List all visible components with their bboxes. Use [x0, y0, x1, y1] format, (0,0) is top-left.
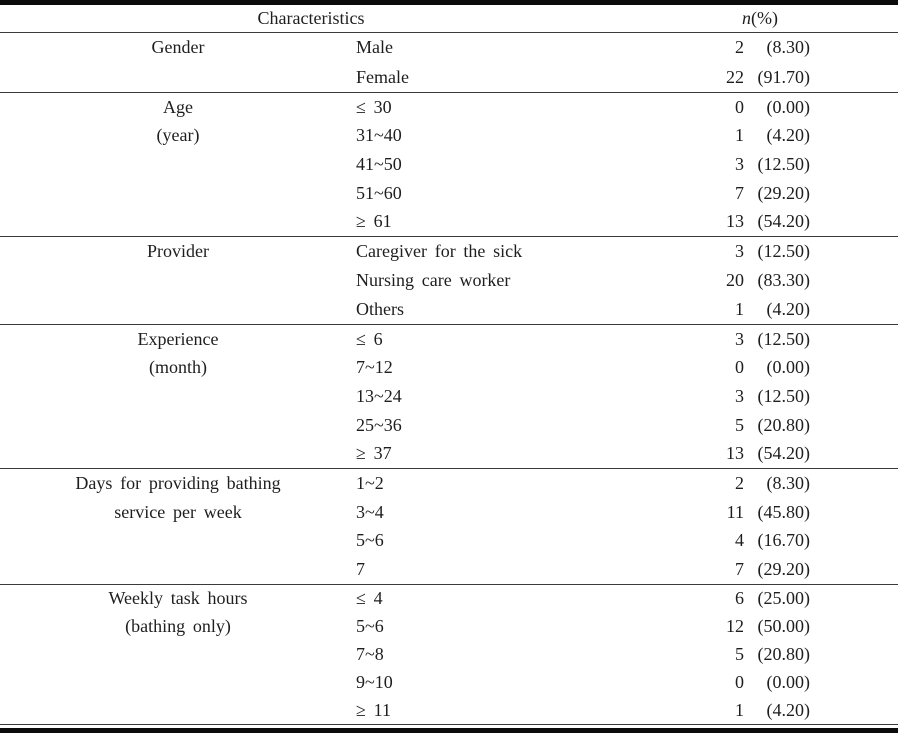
count-value: 1: [735, 125, 744, 146]
section-rows: [356, 33, 898, 92]
table-row: [356, 555, 898, 584]
category-label: Experience: [137, 328, 219, 349]
table-row: [356, 354, 898, 383]
subcategory-label: 41~50: [356, 153, 402, 174]
subcategory-label: 13~24: [356, 385, 402, 406]
category-cell: [0, 33, 356, 92]
count-value: 1: [735, 299, 744, 319]
column-header-n-pct: [622, 8, 898, 29]
subcategory-label: 5~6: [356, 530, 384, 551]
category-spacer: [0, 411, 356, 440]
n-pct-value: [704, 211, 810, 232]
n-pct-value: [704, 183, 810, 204]
count-value: 4: [735, 530, 744, 551]
n-pct-value: [704, 530, 810, 551]
percent-value: (4.20): [766, 699, 810, 720]
subcategory-label: Caregiver for the sick: [356, 241, 523, 261]
table-row: [356, 295, 898, 324]
section-age: [0, 93, 898, 237]
table-row: [356, 33, 898, 63]
category-cell: [0, 325, 356, 468]
percent-value: (0.00): [766, 357, 810, 378]
subcategory-label: 7~8: [356, 643, 384, 664]
section-weekly-hours: [0, 585, 898, 725]
category-label: Gender: [151, 37, 205, 58]
section-rows: [356, 93, 898, 236]
n-pct-value: [704, 329, 810, 350]
percent-value: (54.20): [757, 211, 810, 232]
percent-value: (83.30): [757, 270, 810, 290]
category-spacer: [0, 150, 356, 179]
table-row: [356, 641, 898, 669]
n-label: n: [742, 8, 751, 28]
percent-value: (8.30): [766, 472, 810, 493]
table-header-row: [0, 5, 898, 33]
table-row: [356, 527, 898, 556]
percent-value: (45.80): [757, 501, 810, 522]
category-label: service per week: [114, 501, 242, 522]
subcategory-label: 1~2: [356, 472, 384, 493]
percent-value: (4.20): [766, 299, 810, 319]
n-pct-value: [704, 616, 810, 637]
category-spacer: [0, 179, 356, 208]
count-value: 5: [735, 414, 744, 435]
n-pct-value: [704, 502, 810, 523]
category-cell: [0, 585, 356, 724]
subcategory-label: ≤ 6: [356, 328, 383, 349]
subcategory-label: ≥ 61: [356, 211, 392, 232]
subcategory-label: 7: [356, 559, 365, 580]
n-pct-value: [704, 473, 810, 494]
category-spacer: [0, 668, 356, 696]
category-label: Days for providing bathing: [75, 472, 281, 493]
subcategory-label: ≥ 11: [356, 699, 391, 720]
count-value: 7: [735, 559, 744, 580]
subcategory-label: Female: [356, 66, 409, 87]
category-spacer: [0, 641, 356, 669]
count-value: 0: [735, 671, 744, 692]
table-row: [356, 266, 898, 295]
count-value: 13: [726, 211, 744, 232]
percent-value: (50.00): [757, 616, 810, 637]
n-pct-value: [704, 672, 810, 693]
subcategory-label: 5~6: [356, 616, 384, 637]
section-rows: [356, 469, 898, 584]
category-label: Weekly task hours: [108, 588, 248, 609]
count-value: 0: [735, 96, 744, 117]
n-pct-value: [704, 67, 810, 88]
category-spacer: [0, 63, 356, 93]
n-pct-value: [704, 125, 810, 146]
pct-label: (%): [751, 8, 778, 28]
n-pct-value: [704, 299, 810, 320]
table-row: [356, 469, 898, 498]
category-spacer: [0, 555, 356, 584]
percent-value: (25.00): [757, 588, 810, 609]
subcategory-label: 9~10: [356, 671, 393, 692]
section-rows: [356, 237, 898, 324]
count-value: 12: [726, 616, 744, 637]
n-pct-value: [704, 644, 810, 665]
percent-value: (16.70): [757, 530, 810, 551]
n-pct-value: [704, 386, 810, 407]
subcategory-label: 3~4: [356, 501, 384, 522]
category-cell: [0, 93, 356, 236]
table-row: [356, 150, 898, 179]
subcategory-label: 7~12: [356, 357, 393, 378]
subcategory-label: Others: [356, 299, 404, 319]
table-row: [356, 63, 898, 93]
section-bathing-days: [0, 469, 898, 585]
percent-value: (29.20): [757, 182, 810, 203]
percent-value: (12.50): [757, 385, 810, 406]
percent-value: (12.50): [757, 241, 810, 261]
count-value: 22: [726, 66, 744, 87]
subcategory-label: Male: [356, 37, 393, 58]
subcategory-label: 51~60: [356, 182, 402, 203]
category-spacer: [0, 295, 356, 324]
table-row: [356, 325, 898, 354]
section-experience: [0, 325, 898, 469]
category-label: Age: [163, 96, 193, 117]
column-header-characteristics: Characteristics: [257, 8, 365, 28]
n-pct-value: [704, 415, 810, 436]
subcategory-label: 31~40: [356, 125, 402, 146]
table-row: [356, 585, 898, 613]
n-pct-value: [704, 154, 810, 175]
percent-value: (12.50): [757, 328, 810, 349]
percent-value: (20.80): [757, 414, 810, 435]
section-rows: [356, 325, 898, 468]
table-row: [356, 498, 898, 527]
count-value: 3: [735, 153, 744, 174]
category-spacer: [0, 266, 356, 295]
table-row: [356, 122, 898, 151]
table-row: [356, 613, 898, 641]
n-pct-value: [704, 241, 810, 262]
n-pct-value: [704, 357, 810, 378]
table-bottom-rule: [0, 728, 898, 733]
count-value: 3: [735, 241, 744, 261]
category-cell: [0, 469, 356, 584]
category-spacer: [0, 696, 356, 724]
count-value: 3: [735, 385, 744, 406]
subcategory-label: Nursing care worker: [356, 270, 511, 290]
n-pct-value: [704, 97, 810, 118]
count-value: 6: [735, 588, 744, 609]
count-value: 2: [735, 37, 744, 58]
table-row: [356, 439, 898, 468]
n-pct-value: [704, 270, 810, 291]
percent-value: (54.20): [757, 443, 810, 464]
count-value: 1: [735, 699, 744, 720]
count-value: 11: [726, 501, 744, 522]
count-value: 3: [735, 328, 744, 349]
percent-value: (0.00): [766, 96, 810, 117]
percent-value: (20.80): [757, 643, 810, 664]
count-value: 7: [735, 182, 744, 203]
count-value: 13: [726, 443, 744, 464]
n-pct-value: [704, 37, 810, 58]
subcategory-label: ≤ 4: [356, 588, 383, 609]
percent-value: (4.20): [766, 125, 810, 146]
n-pct-value: [704, 700, 810, 721]
subcategory-label: ≤ 30: [356, 96, 392, 117]
category-spacer: [0, 382, 356, 411]
category-spacer: [0, 527, 356, 556]
subcategory-label: ≥ 37: [356, 443, 392, 464]
category-label: (bathing only): [125, 616, 231, 637]
count-value: 2: [735, 472, 744, 493]
percent-value: (29.20): [757, 559, 810, 580]
section-provider: [0, 237, 898, 325]
table-body: [0, 33, 898, 725]
table-row: [356, 668, 898, 696]
category-label: (year): [156, 125, 200, 146]
table-row: [356, 411, 898, 440]
category-label: Provider: [147, 241, 209, 261]
n-pct-value: [704, 443, 810, 464]
category-spacer: [0, 207, 356, 236]
table-row: [356, 696, 898, 724]
table-row: [356, 179, 898, 208]
n-pct-value: [704, 559, 810, 580]
category-cell: [0, 237, 356, 324]
percent-value: (8.30): [766, 37, 810, 58]
percent-value: (12.50): [757, 153, 810, 174]
table-row: [356, 207, 898, 236]
table-row: [356, 237, 898, 266]
table-row: [356, 382, 898, 411]
n-pct-value: [704, 588, 810, 609]
category-spacer: [0, 439, 356, 468]
count-value: 5: [735, 643, 744, 664]
table-row: [356, 93, 898, 122]
count-value: 20: [726, 270, 744, 290]
percent-value: (91.70): [757, 66, 810, 87]
percent-value: (0.00): [766, 671, 810, 692]
count-value: 0: [735, 357, 744, 378]
section-gender: [0, 33, 898, 93]
section-rows: [356, 585, 898, 724]
subcategory-label: 25~36: [356, 414, 402, 435]
category-label: (month): [149, 357, 207, 378]
